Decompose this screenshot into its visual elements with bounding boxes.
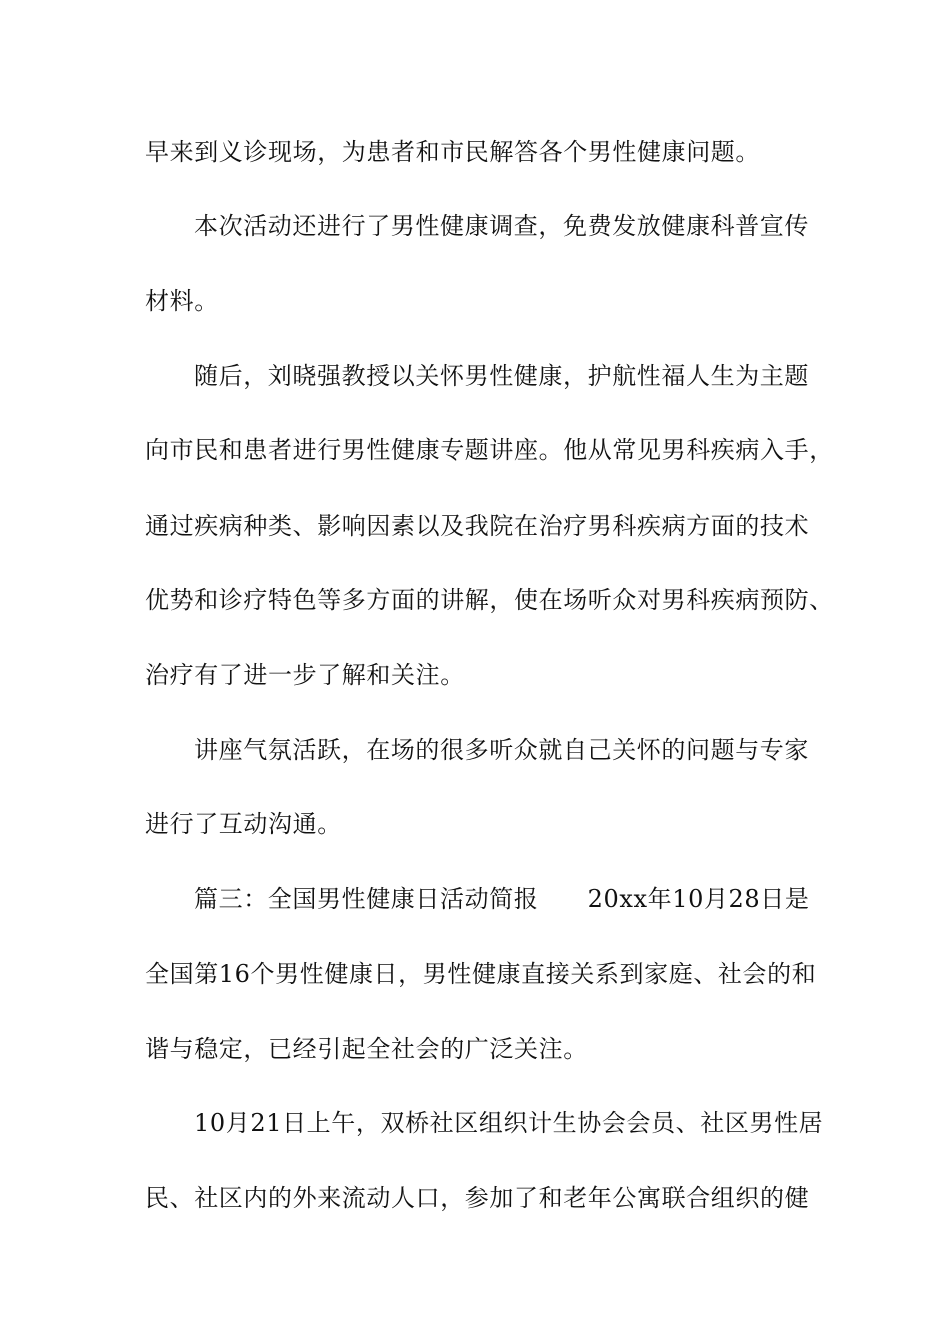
- text-line-8: 治疗有了进一步了解和关注。: [145, 661, 465, 689]
- text-line-3: 材料。: [145, 287, 219, 315]
- text-line-14: 10月21日上午，双桥社区组织计生协会会员、社区男性居: [194, 1109, 824, 1137]
- text-line-4: 随后，刘晓强教授以关怀男性健康，护航性福人生为主题: [194, 362, 809, 390]
- text-line-11: 篇三：全国男性健康日活动简报 20xx年10月28日是: [194, 885, 810, 913]
- text-line-1: 早来到义诊现场，为患者和市民解答各个男性健康问题。: [145, 138, 760, 166]
- text-line-7: 优势和诊疗特色等多方面的讲解，使在场听众对男科疾病预防、: [145, 586, 834, 614]
- text-line-6: 通过疾病种类、影响因素以及我院在治疗男科疾病方面的技术: [145, 512, 810, 540]
- text-line-2: 本次活动还进行了男性健康调查，免费发放健康科普宣传: [194, 212, 809, 240]
- text-line-9: 讲座气氛活跃，在场的很多听众就自己关怀的问题与专家: [194, 736, 809, 764]
- text-line-12: 全国第16个男性健康日，男性健康直接关系到家庭、社会的和: [145, 960, 817, 988]
- text-line-13: 谐与稳定，已经引起全社会的广泛关注。: [145, 1035, 588, 1063]
- text-line-5: 向市民和患者进行男性健康专题讲座。他从常见男科疾病入手，: [145, 436, 834, 464]
- text-line-10: 进行了互动沟通。: [145, 810, 342, 838]
- text-line-15: 民、社区内的外来流动人口，参加了和老年公寓联合组织的健: [145, 1184, 810, 1212]
